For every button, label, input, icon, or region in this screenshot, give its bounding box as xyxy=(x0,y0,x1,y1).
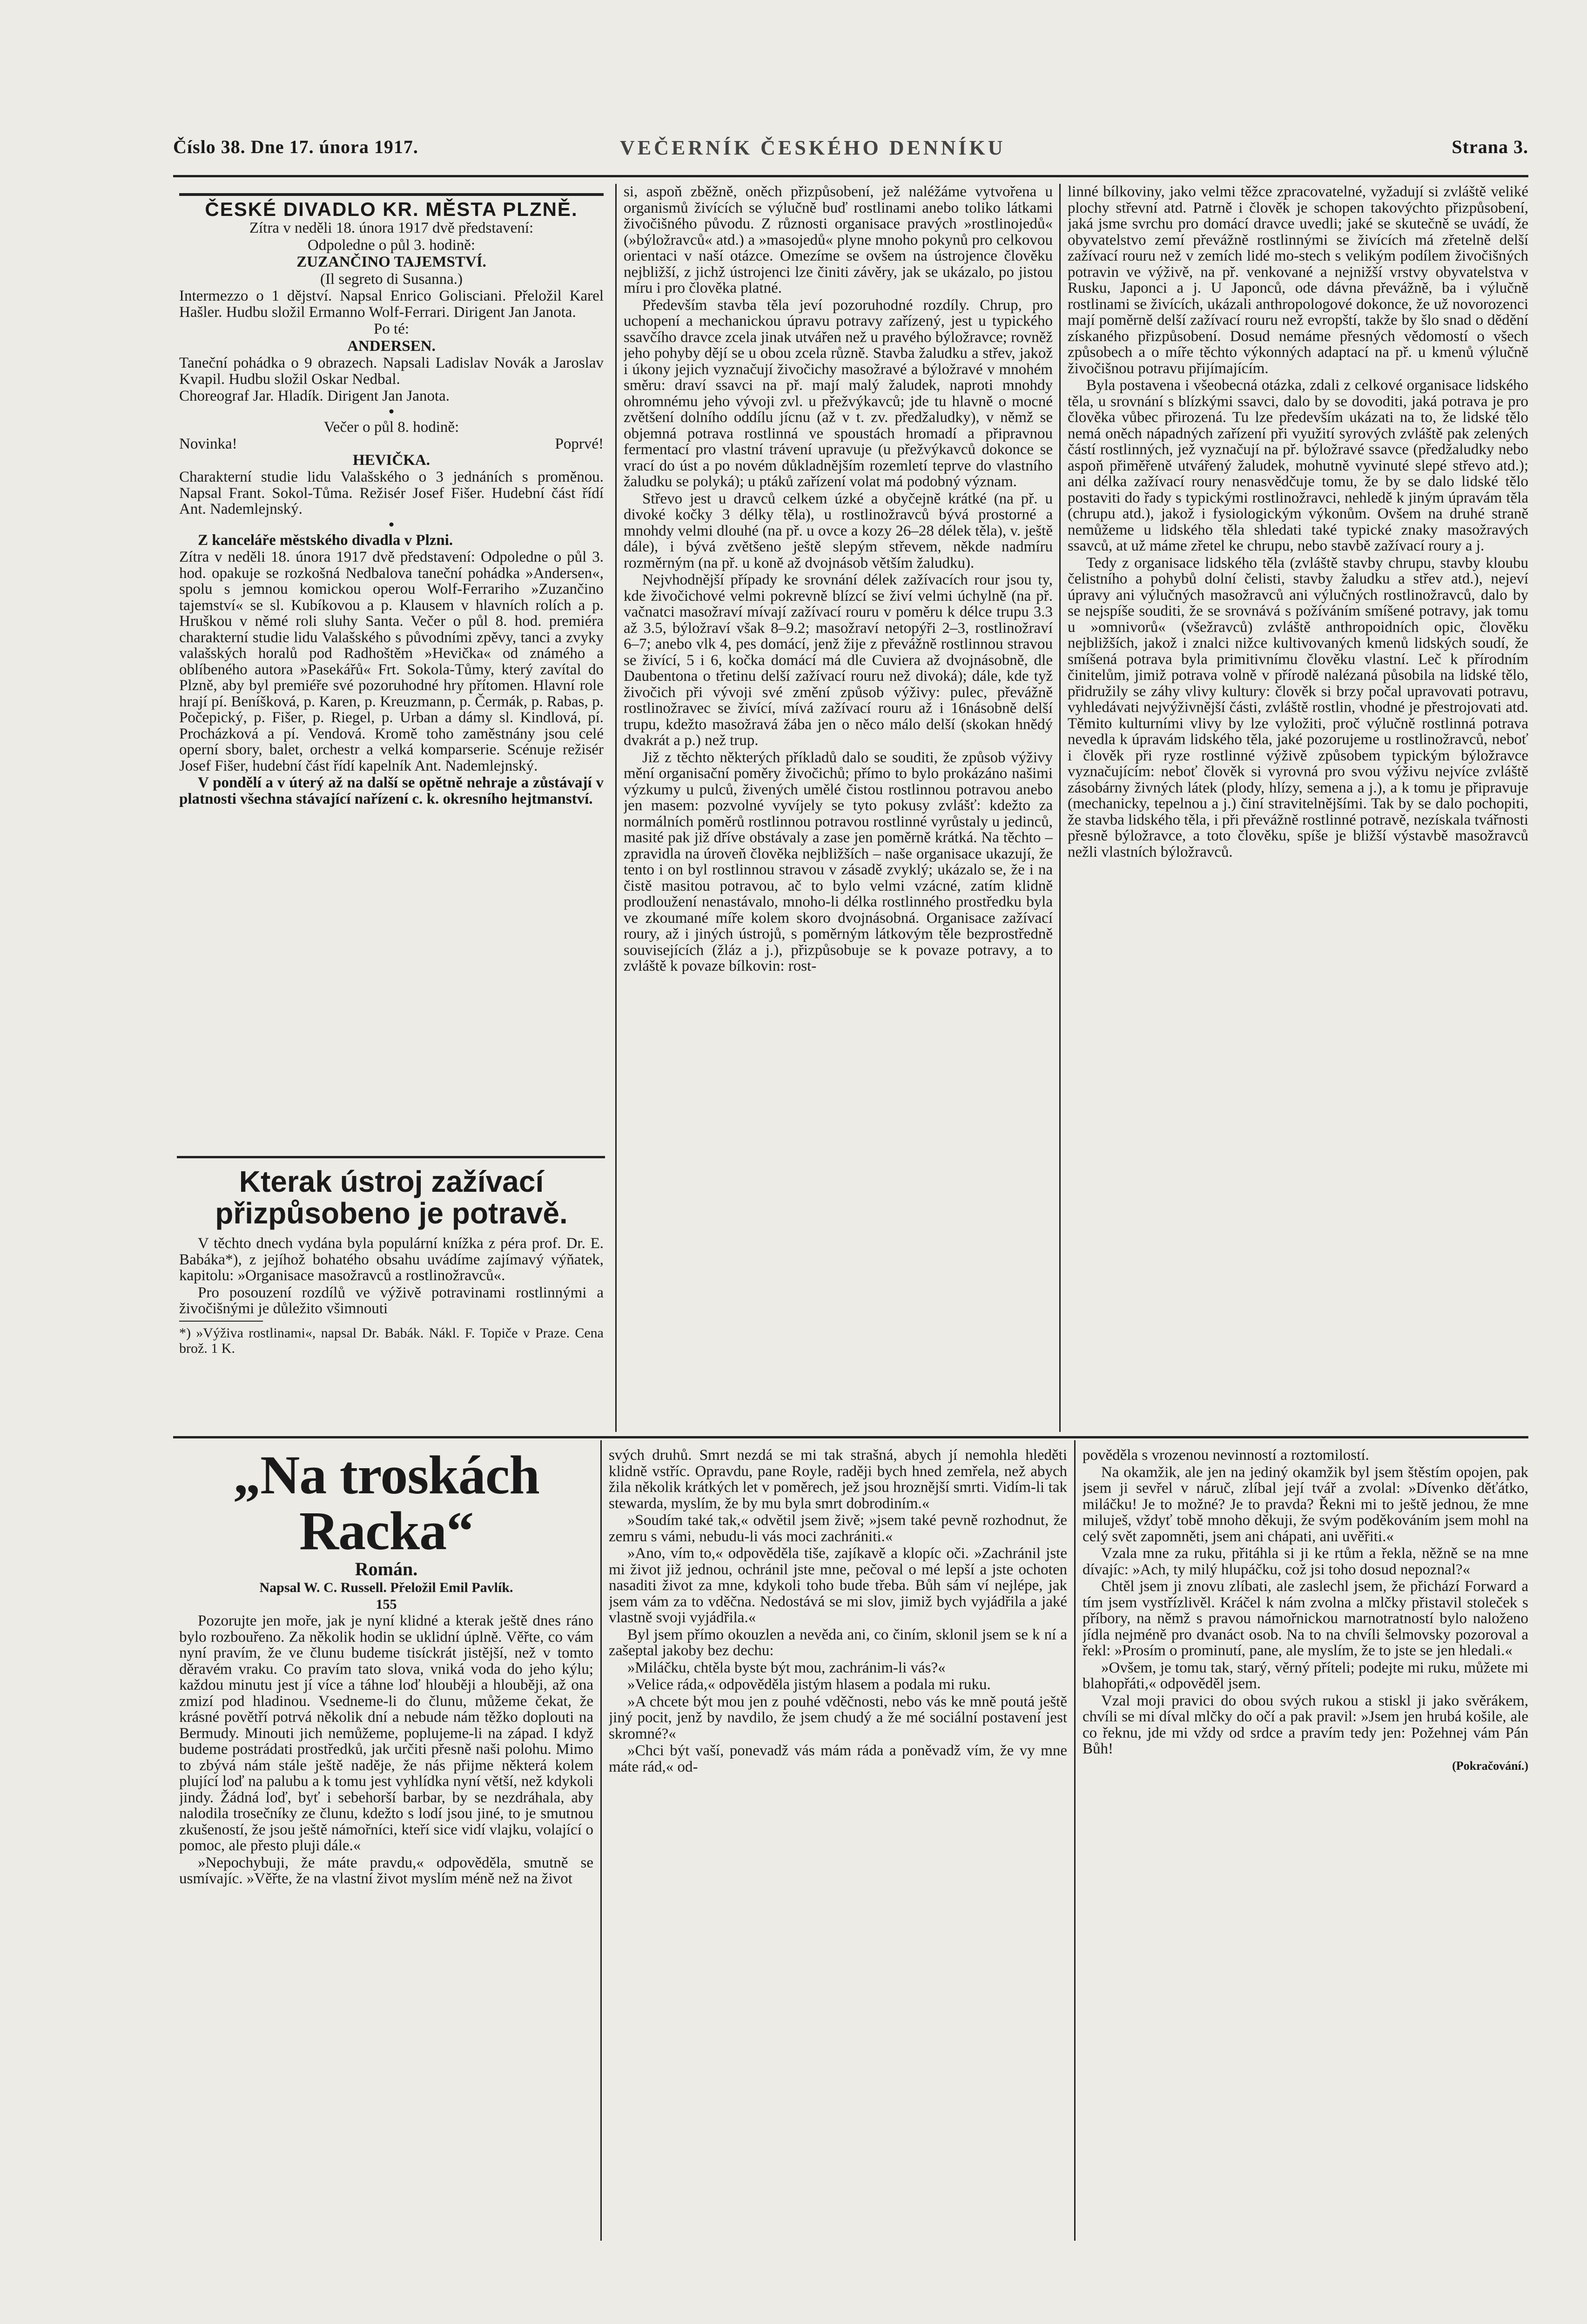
novel-paragraph: »Nepochybuji, že máte pravdu,« odpověděla, smutně se usmívajíc. »Věřte, že na vlastní život myslím méně než na život xyxy=(179,1854,593,1887)
play-description: Intermezzo o 1 dějství. Napsal Enrico Golisciani. Přeložil Karel Hašler. Hudbu složil Ermanno Wolf-Ferrari. Dirigent Jan Janota. xyxy=(179,288,604,321)
article-column-2 xyxy=(624,184,1053,1432)
column-divider xyxy=(600,1440,602,2241)
theatre-column xyxy=(179,193,604,1152)
novel-title: „Na troskách Racka“ xyxy=(233,1447,539,1561)
novel-paragraph: »Miláčku, chtěla byste být mou, zachránim-li vás?« xyxy=(627,1659,946,1676)
novel-paragraph: svých druhů. Smrt nezdá se mi tak strašná, abych jí nemohla hleděti klidně vstříc. Opravdu, pane Royle, raději bych hned zemřela, než abych žila několik krátkých let v poměrech, jež jsou hroznější smrti. Vidím-li tak stewarda, myslím, že by mu byla smrt dobrodiním.« xyxy=(609,1447,1067,1512)
column-divider xyxy=(1059,184,1061,1432)
article-paragraph: Již z těchto některých příkladů dalo se souditi, že způsob výživy mění organisační poměry živočichů; přímo to bylo prokázáno našimi výzkumy u pulců, živených umělé čistou rostlinnou potravou anebo jen masem: pozvolné vyvíjely se tyto pokusy zvlášť: kdežto za normálních poměrů rostlinnou potravou rostlinné vyrůstaly u jedinců, masité pak již dříve obstávaly a zase jen poměrně krátká. Na těchto – zpravidla na úroveň člověka nejbližších – naše organisace ukazují, že tento i on byl rostlinnou stravou v zásadě zvyklý; ukázalo se, že i na čistě masitou potravou, ač to bylo velmi vzácné, zatím klidně prodloužení nenastávalo, mnoho-li délka rostlinného prostředku byla ve zkoumané míře kolem skoro dvojnásobná. Organisace zažívací roury, až i jiných ústrojů, s poměrným látkovým těle bezprostředně souvisejících (žláz a j.), přizpůsobuje se k povaze potravy, a to zvláště k povaze bílkovin: rost- xyxy=(624,749,1053,974)
page-header xyxy=(173,136,1528,168)
article-paragraph: Tedy z organisace lidského těla (zvláště stavby chrupu, stavby kloubu čelistního a pohybů dolní čelisti, stavby žaludku a střev atd.), nejeví úpravy ani výlučných masožravců ani výlučných rostlinožravců, dalo by se nejspíše souditi, že se srovnává s požíváním smíšené potravy, jak tomu u »omnivorů« (všežravců) zvláště anthropoidních opic, člověku nejbližších, jakož i znalci nižce kultivovaných kmenů lidských soudí, že smíšená potrava byla primitivnímu člověku vlastní. Leč k přírodním činitelům, jimiž potrava volně v přírodě nalézaná působila na lidské tělo, přidružily se záhy vlivy kultury: člověk si brzy počal upravovati potravu, vyhledávati nejvýživnější části, zvláště rostlin, vhodné je přestrojovati atd. Těmito kulturními vlivy by lze vyložiti, proč výlučně rostlinná potrava nevedla k úpravám lidského těla, jaké pozorujeme u rostlinožravců, neboť i člověk při ryze rostlinné výživě způsobem typickým býložravce vyznačujícím: neboť člověk si vyrovná pro svou výživu nejvíce zvláště zásobárny živných látek (plody, hlízy, semena a j.), a k tomu je připravuje (mechanicky, tepelnou a j.) činí stravitelnějšími. Tak by se dalo pochopiti, že stavba lidského těla, i při převážně rostlinné potravě, nezískala tvářnosti přesně býložravce, a toto člověku, spíše je bližší výstavbě masožravců nežli vlastních býložravců. xyxy=(1068,554,1528,860)
play-title: ANDERSEN. xyxy=(347,337,436,355)
theatre-title: ČESKÉ DIVADLO KR. MĚSTA PLZNĚ. xyxy=(205,198,578,220)
article-paragraph: Byla postavena i všeobecná otázka, zdali z celkové organisace lidského těla, u srovnání s blízkými ssavci, dalo by se dovoditi, jaká potrava je pro člověka vůbec přirozená. Tu lze především ukázati na to, že lidské tělo nemá oněch nápadných zařízení při využití syrových zvláště pak zelených částí rostlinných, jež vyznačují na př. býložravé ssavce (předžaludky nebo aspoň přiměřeně utvářený žaludek, mohutně vyvinuté slepé střevo atd.); ani délka zažívací roury nenasvědčuje tomu, že by se dalo lidské tělo postaviti do řady s typickými rostlinožravci, nehledě k jiným úpravám těla (chrupu atd.), jakož i fysiologickým výkonům. Ovšem na druhé straně nemůžeme u lidského těla shledati také typické znaky masožravých ssavců, at už máme zřetel ke chrupu, nebo stavbě zažívací roury a j. xyxy=(1068,377,1528,554)
novel-paragraph: »Velice ráda,« odpověděla jistým hlasem a podala mi ruku. xyxy=(627,1676,991,1693)
footnote-rule xyxy=(179,1321,263,1322)
novel-column-3 xyxy=(1083,1447,1528,2241)
article-paragraph: si, aspoň zběžně, oněch přizpůsobení, jež naléžáme vytvořena u organismů živících se výlučně buď rostlinami anebo toliko látkami živočišného původu. Z různosti organisace pravých »rostlinojedů« (»býložravců« atd.) a »masojedů« plyne mnoho pokynů pro celkovou orientaci v naší otázce. Omezíme se ovšem na ústrojence člověku nejbližší, z jichž ústrojenci lze činiti závěry, jak se ukázalo, po jistou míru i pro člověka platné. xyxy=(624,184,1053,296)
separator-dot: • xyxy=(389,403,394,420)
article-column-start xyxy=(179,1166,604,1431)
column-divider xyxy=(615,184,617,1432)
separator-dot: • xyxy=(389,516,394,533)
novel-paragraph: Chtěl jsem ji znovu zlíbati, ale zaslechl jsem, že přichází Forward a tím jsem vystřízlivěl. Kráčel k nám zvolna a mlčky přistavil stoleček s příbory, na němž s pravou námořnickou marnotratností bylo naloženo jídla nejméně pro dvanáct osob. Na to na chvíli šelmovsky pozoroval a řekl: »Prosím o prominutí, pane, ale myslím, že to jste se jen hledali.« xyxy=(1083,1578,1528,1659)
play-description: Charakterní studie lidu Valašského o 3 jednáních s proměnou. Napsal Frant. Sokol-Tůma. Režisér Josef Fišer. Hudební část řídí Ant. Nademlejnský. xyxy=(179,469,604,517)
play-staff: Choreograf Jar. Hladík. Dirigent Jan Janota. xyxy=(179,388,450,404)
continued-label: (Pokračování.) xyxy=(1452,1759,1528,1773)
masthead-title: VEČERNÍK ČESKÉHO DENNÍKU xyxy=(620,136,1006,159)
closure-notice: V pondělí a v úterý až na další se opětně nehraje a zůstávají v platnosti všechna stávající nařízení c. k. okresního hejtmanství. xyxy=(179,774,604,807)
section-rule xyxy=(173,1436,1528,1438)
novel-paragraph: pověděla s vrozenou nevinností a roztomilostí. xyxy=(1083,1447,1369,1464)
novel-column-2 xyxy=(609,1447,1067,2241)
theatre-date-line: Zítra v neděli 18. února 1917 dvě představení: xyxy=(249,220,534,236)
office-notice-title: Z kanceláře městského divadla v Plzni. xyxy=(198,531,453,549)
page-number: Strana 3. xyxy=(1452,136,1528,157)
column-divider xyxy=(1074,1440,1076,2241)
novel-paragraph: Na okamžik, ale jen na jediný okamžik byl jsem štěstím opojen, pak jsem ji sevřel v náruč, zlíbal její tvář a zvolal: »Dívenko děťátko, miláčku! Je to možné? Je to pravda? Řekni mi to ještě jednou, že mne miluješ, vždyť tobě mnoho děkuji, že svým poděkováním jsem mohl na celý svět zapomněti, jsem ani chápati, ani uvěřiti.« xyxy=(1083,1464,1528,1545)
novel-genre: Román. xyxy=(355,1558,418,1579)
play-title: ZUZANČINO TAJEMSTVÍ. xyxy=(296,254,486,270)
novel-paragraph: Vzal moji pravici do obou svých rukou a stiskl ji jako svěrákem, chvíli se mi díval mlčky do očí a pak pravil: »Jsem jen hrubá košile, ale co řeknu, jde mi vždy od srdce a pravím tedy jen: Požehnej vám Pán Bůh! xyxy=(1083,1692,1528,1757)
article-column-3 xyxy=(1068,184,1528,1432)
office-notice-body: Zítra v neděli 18. února 1917 dvě představení: Odpoledne o půl 3. hod. opakuje se rozkošná Nedbalova taneční pohádka »Andersen«, spolu s jemnou komickou operou Wolf-Ferrariho »Zuzančino tajemství« se sl. Kubíkovou a p. Klausem v hlavních rolích a p. Hruškou v němé roli sluhy Santa. Večer o půl 8. hod. premiéra charakterní studie lidu Valašského s původními zpěvy, tanci a zvyky valašských horalů pod Radhoštěm »Hevička« od známého a oblíbeného autora »Pasekářů« Frt. Sokola-Tůmy, který zavítal do Plzně, aby byl premiéře své pozoruhodné hry přítomen. Hlavní role hrají pí. Beníšková, p. Karen, p. Kreuzmann, p. Čermák, p. Rabas, p. Počepický, p. Fišer, p. Riegel, p. Urban a dámy sl. Kindlová, pí. Procházková a pí. Vendová. Kromě toho zaměstnány jsou celé operní sbory, balet, orchestr a velká komparserie. Scénuje režisér Josef Fišer, hudební část řídí kapelník Ant. Nademlejnský. xyxy=(179,549,604,774)
article-paragraph: linné bílkoviny, jako velmi těžce zpracovatelné, vyžadují si zvláště veliké plochy střevní atd. Patrně i člověk je schopen takovýchto přizpůsobení, jaká jsme svrchu pro domácí dravce uvedli; jaké se skutečně se uvádí, že obyvatelstvo zemí převážně rostlinnými se živících má zřetelně delší zažívací rouru než v zemích lidé mo-stech s velikým podílem živočišných potravin ve výživě, na př. venkované a nejnižší vrstvy obyvatelstva v Rusku, Japonci a j. U Japonců, ode dávna převážně, ba i výlučně rostlinami se živících, ukázali anthropologové dokonce, že už novorozenci mají poměrně delší zažívací rouru než evropští, takže by šlo snad o dědění získaného přizpůsobení. Dosud nemáme přesných vědomostí o všech způsobech a o míře těchto výkonných adaptací na př. u kmenů výlučně živočišnou potravu přijímajícím. xyxy=(1068,184,1528,377)
play-description: Taneční pohádka o 9 obrazech. Napsali Ladislav Novák a Jaroslav Kvapil. Hudbu složil Oskar Nedbal. xyxy=(179,355,604,388)
header-rule xyxy=(173,175,1528,177)
article-paragraph: Střevo jest u dravců celkem úzké a obyčejně krátké (na př. u divoké kočky 3 délky těla), u rostlinožravců bývá prostorné a mnohdy velmi dlouhé (na př. u ovce a kozy 26–28 délek těla), v. ještě dále), i bývá zvětšeno ještě slepým střevem, někde nadmíru rozměrným (na př. u koně až dvojnásob větším žaludku). xyxy=(624,490,1053,571)
installment-number: 155 xyxy=(376,1597,397,1612)
play-original-title: (Il segreto di Susanna.) xyxy=(320,270,463,288)
novelty-label: Novinka! xyxy=(179,436,237,452)
novel-paragraph: »A chcete být mou jen z pouhé vděčnosti, nebo vás ke mně poutá ještě jiný pocit, jenž by navdilo, že jsem chudý a že mé sociální postavení jest skromné?« xyxy=(609,1693,1067,1742)
novel-byline: Napsal W. C. Russell. Přeložil Emil Pavlík. xyxy=(259,1580,513,1595)
novel-column-1 xyxy=(179,1447,593,2241)
novel-paragraph: Vzala mne za ruku, přitáhla si ji ke rtům a řekla, něžně se na mne dívajíc: »Ach, ty milý hlupáčku, což jsi toho dosud nepoznal?« xyxy=(1083,1545,1528,1578)
premiere-line xyxy=(179,436,604,452)
article-paragraph: Nejvhodnější případy ke srovnání délek zažívacích rour jsou ty, kde živočichové velmi pokrevně blízcí se živí velmi úchylně (na př. vačnatci masožraví mívají zažívací rouru v poměru k délce trupu 3.3 až 3.5, býložraví však 8–9.2; masožraví netopýři 2–3, rostlinožraví 6–7; anebo vlk 4, pes domácí, jenž žije z převážně rostlinnou stravou se živící, 5 i 6, kočka domácí má dle Cuviera až dvojnásobně, dle Daubentona o třetinu delší zažívací rouru než divoká); dále, kde tyž živočich při vývoji své změní způsob výživy: pulec, převážně rostlinožravec se živící, mívá zažívací rouru až i 16násobně delší trupu, kdežto masožravá žába jen o něco málo delší (skokan hnědý dvakrát a p.) než trup. xyxy=(624,571,1053,749)
premiere-label: Poprvé! xyxy=(555,436,604,452)
article-paragraph: Pro posouzení rozdílů ve výživě potravinami rostlinnými a živočišnými je důležito všimnouti xyxy=(179,1284,604,1317)
article-intro: V těchto dnech vydána byla populární knížka z péra prof. Dr. E. Babáka*), z jejíhož bohatého obsahu uvádíme zajímavý výňatek, kapitolu: »Organisace masožravců a rostlinožravců«. xyxy=(179,1235,604,1284)
novel-paragraph: Pozorujte jen moře, jak je nyní klidné a kterak ještě dnes ráno bylo rozbouřeno. Za několik hodin se uklidní úplně. Věřte, co vám nyní pravím, že ve člunu budeme tisíckrát jistější, než v tomto děravém vraku. Co pravím tato slova, vniká voda do jeho kýlu; každou minutu jest jí více a táhne loď hlouběji a hlouběji, až ona zmizí pod hladinou. Vsedneme-li do člunu, můžeme čekat, že krásné povětří potrvá několik dní a nebude nám těžko doplouti na Bermudy. Minouti jich nemůžeme, poplujeme-li na západ. I když budeme postrádati prostředků, jak určiti přesně naši polohu. Mimo to zbývá nám stále ještě naděje, že nás přijme některá kolem plující loď na palubu a k tomu jest vyhlídka nyní větší, než kdykoli jindy. Žádná loď, byť i sebehorší barbar, by se nezdráhala, aby nalodila trosečníky ze člunu, kdežto s lodí jsou jiné, to je smutnou zkušeností, že jsou ještě námořníci, kteří sice vidí vlajku, volající o pomoc, ale přesto pluji dále.« xyxy=(179,1612,593,1854)
issue-date: Číslo 38. Dne 17. února 1917. xyxy=(173,136,418,157)
matinee-time: Odpoledne o půl 3. hodině: xyxy=(307,236,476,254)
novel-paragraph: Byl jsem přímo okouzlen a nevěda ani, co činím, sklonil jsem se k ní a zašeptal jakoby bez dechu: xyxy=(609,1626,1067,1659)
article-footnote: *) »Výživa rostlinami«, napsal Dr. Babák. Nákl. F. Topiče v Praze. Cena brož. 1 K. xyxy=(179,1325,604,1356)
play-title: HEVIČKA. xyxy=(353,451,430,469)
novel-paragraph: »Soudím také tak,« odvětil jsem živě; »jsem také pevně rozhodnut, že zemru s vámi, nebudu-li vás moci zachrániti.« xyxy=(609,1512,1067,1545)
article-title: Kterak ústroj zažívací přizpůsobeno je potravě. xyxy=(215,1166,568,1230)
evening-time: Večer o půl 8. hodině: xyxy=(323,418,459,436)
theatre-top-rule xyxy=(179,193,604,196)
article-paragraph: Především stavba těla jeví pozoruhodné rozdíly. Chrup, pro uchopení a mechanickou úpravu potravy zařízený, jest u typického ssavčího dravce zcela jinak utvářen než u pravého býložravce; rovněž jeho pohyby dějí se u obou zcela různě. Stavba žaludku a střev, jakož i úkony jejich vyznačují živočichy masožravé a býložravé v mnohém směru: draví ssavci na př. mají malý žaludek, naproti mnohdy ohromnému jeho vývoji zvl. u přežvýkavců; jde tu hlavně o mocné zvětšení dolního oddílu jícnu (až v t. zv. předžaludky), v němž se objemná potrava rostlinná ve spoustách hromadí a připravnou fermentací pro vlastní trávení upravuje (u přežvýkavců dokonce se vrací do úst a po novém důkladnějším rozemletí teprve do vlastního žaludku se polyká); u ptáků zařízení volat má podobný význam. xyxy=(624,296,1053,490)
novel-paragraph: »Ovšem, je tomu tak, starý, věrný příteli; podejte mi ruku, můžete mi blahopřáti,« odpověděl jsem. xyxy=(1083,1659,1528,1692)
novel-paragraph: »Chci být vaší, ponevadž vás mám ráda a poněvadž vím, že vy mne máte rád,« od- xyxy=(609,1742,1067,1775)
section-rule xyxy=(177,1156,605,1158)
novel-paragraph: »Ano, vím to,« odpověděla tiše, zajíkavě a klopíc oči. »Zachránil jste mi život již jednou, ochránil jste mne, pečoval o mé lepší a jste ochoten nasaditi život za mne, kdykoli toho bude třeba. Bůh sám ví nejlépe, jak jsem vám za to vděčna. Nedostává se mi slov, jimiž bych vyjádřila a jaké vlastně svoji vyjádřila.« xyxy=(609,1545,1067,1626)
after-label: Po té: xyxy=(373,321,410,337)
